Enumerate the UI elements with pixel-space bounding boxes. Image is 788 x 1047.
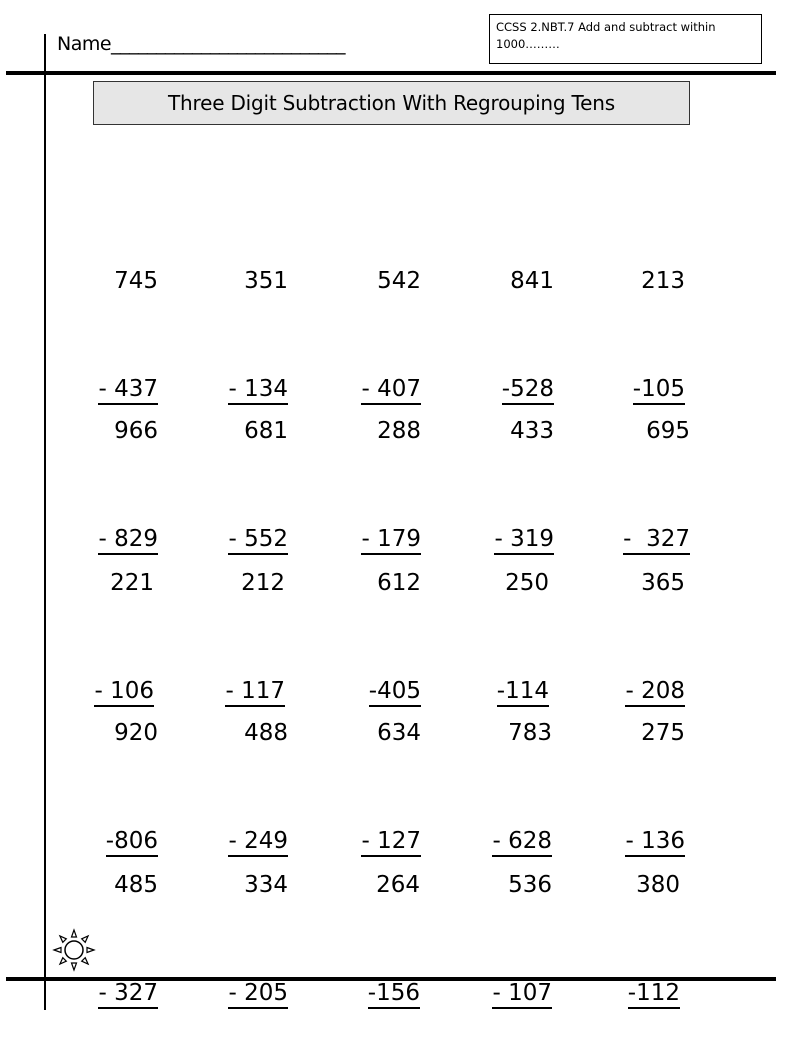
subtrahend-line [324,975,420,1011]
subtrahend: - 327 [98,980,158,1009]
worksheet-title: Three Digit Subtraction With Regrouping Tens [93,81,690,125]
subtrahend: - 249 [228,828,288,857]
minuend: 351 [244,268,288,294]
subtrahend: - 628 [492,828,552,857]
minuend: 212 [241,570,285,596]
minuend: 783 [508,720,552,746]
minuend: 288 [377,418,421,444]
subtrahend: - 136 [625,828,685,857]
minuend: 542 [377,268,421,294]
subtrahend-line [62,975,158,1011]
subtrahend: -112 [628,980,680,1009]
minuend: 213 [641,268,685,294]
subtrahend: -405 [369,678,421,707]
subtrahend: - 106 [94,678,154,707]
minuend: 264 [376,872,420,898]
subtrahend: - 205 [228,980,288,1009]
subtrahend: - 179 [361,526,421,555]
minuend: 920 [114,720,158,746]
subtrahend: - 829 [98,526,158,555]
subtrahend: -105 [633,376,685,405]
subtrahend: - 327 [623,526,690,555]
standard-box: CCSS 2.NBT.7 Add and subtract within 1000……… [489,14,762,64]
subtrahend: -528 [502,376,554,405]
subtrahend: - 208 [625,678,685,707]
subtrahend: - 127 [361,828,421,857]
minuend: 221 [110,570,154,596]
minuend: 275 [641,720,685,746]
subtrahend: -156 [368,980,420,1009]
problem [584,795,680,1047]
subtrahend: - 319 [494,526,554,555]
minuend: 681 [244,418,288,444]
problem [62,795,158,1047]
minuend: 966 [114,418,158,444]
minuend: 488 [244,720,288,746]
minuend: 250 [505,570,549,596]
subtrahend: - 407 [361,376,421,405]
minuend: 695 [646,418,690,444]
minuend: 745 [114,268,158,294]
subtrahend-line [192,975,288,1011]
minuend: 485 [114,872,158,898]
problem [324,795,420,1047]
subtrahend-line [456,975,552,1011]
problem [456,795,552,1047]
subtrahend: -114 [497,678,549,707]
margin-rule [44,34,46,1010]
minuend: 634 [377,720,421,746]
subtrahend: - 552 [228,526,288,555]
subtrahend: -806 [106,828,158,857]
subtrahend: - 107 [492,980,552,1009]
sun-icon [52,928,96,972]
subtrahend: - 134 [228,376,288,405]
problem [192,795,288,1047]
minuend: 380 [636,872,680,898]
minuend: 536 [508,872,552,898]
subtrahend-line [584,975,680,1011]
subtrahend: - 117 [225,678,285,707]
header-rule [6,71,776,75]
minuend: 365 [641,570,685,596]
name-field[interactable]: Name__________________________ [57,33,346,55]
subtrahend: - 437 [98,376,158,405]
minuend: 433 [510,418,554,444]
minuend: 841 [510,268,554,294]
minuend: 612 [377,570,421,596]
minuend: 334 [244,872,288,898]
